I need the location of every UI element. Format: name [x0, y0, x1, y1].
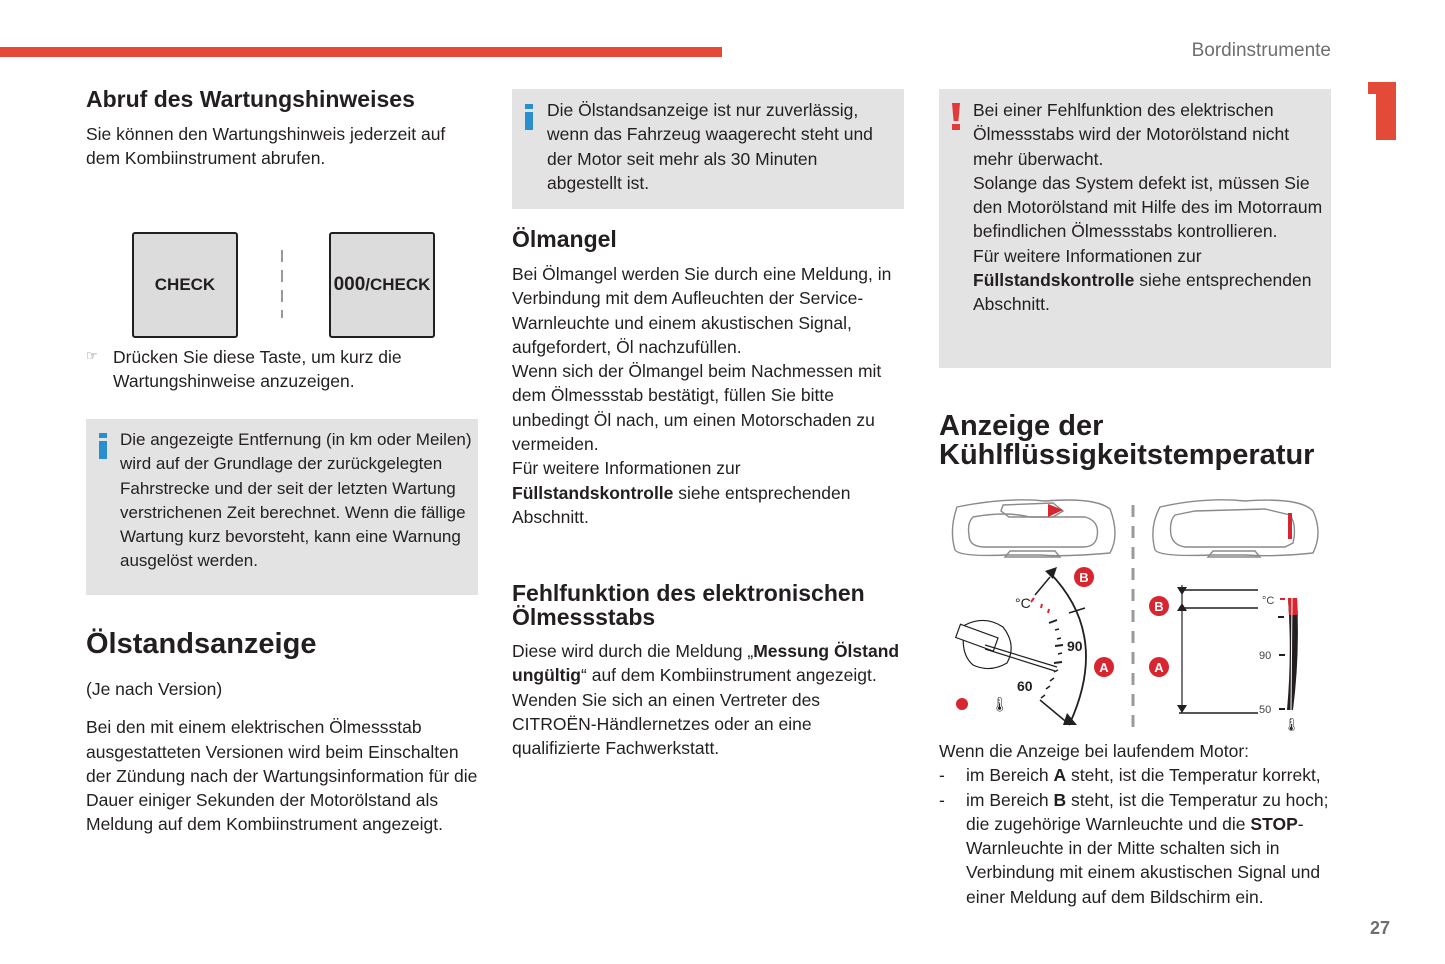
info-note-text: Die Ölstandsanzeige ist nur zuverlässig, wenn das Fahrzeug waagerecht steht und der Motor seit mehr als 30 Minuten abgestellt ist. [547, 100, 873, 193]
malfunction-section [512, 581, 904, 760]
version-note: (Je nach Version) [86, 679, 223, 699]
divider-dashed [281, 250, 283, 318]
svg-text:B: B [1154, 599, 1164, 614]
maintenance-section [86, 86, 478, 171]
coolant-zone-list [939, 763, 1339, 909]
left-cluster-outline [952, 500, 1115, 557]
oil-gauge-body: Bei den mit einem elektrischen Ölmessstab ausgestatteten Versionen wird beim Einschalten der Zündung nach der Wartungsinformation für die Dauer einiger Sekunden der Motorölstand als Meldung auf dem Kombiinstrument angezeigt. [86, 717, 478, 835]
list-item-zone-a: - im Bereich A steht, ist die Temperatur korrekt, [939, 765, 1321, 786]
exclamation-icon [951, 103, 961, 131]
svg-text:°C: °C [1015, 595, 1031, 611]
right-warning-indicator [1288, 513, 1292, 539]
left-needle-gauge [956, 567, 1114, 725]
section-title: Bordinstrumente [1191, 40, 1331, 61]
oil-shortage-p3: Für weitere Informationen zur Füllstandskontrolle siehe entsprechenden Abschnitt. [512, 458, 851, 527]
info-icon [99, 433, 107, 459]
svg-text:A: A [1099, 660, 1109, 675]
svg-text:🌡: 🌡 [1283, 718, 1300, 733]
oil-shortage-p2: Wenn sich der Ölmangel beim Nachmessen mit dem Ölmessstab bestätigt, füllen Sie bitte unbedingt Öl nach, um einen Motorschaden zu vermeiden. [512, 361, 882, 455]
warning-note-dipstick [939, 89, 1331, 368]
maintenance-intro: Sie können den Wartungshinweis jederzeit auf dem Kombiinstrument abrufen. [86, 124, 446, 169]
info-note-oil-reliability [512, 89, 904, 209]
svg-text:50: 50 [1259, 704, 1272, 716]
instruction-row [86, 345, 478, 394]
oil-shortage-p1: Bei Ölmangel werden Sie durch eine Meldung, in Verbindung mit dem Aufleuchten der Service-Warnleuchte und einem akustischen Signal, aufgefordert, Öl nachzufüllen. [512, 264, 892, 357]
coolant-gauge-diagram [945, 495, 1325, 740]
warning-note-text [973, 98, 1325, 317]
list-item-zone-b: - im Bereich B steht, ist die Temperatur zu hoch; die zugehörige Warnleuchte und die STOP-Warnleuchte in der Mitte schalten sich in Verbindung mit einem akustischen Signal und einer Meldung auf dem Bildschirm ein. [939, 789, 1329, 907]
svg-text:🌡: 🌡 [991, 697, 1009, 713]
coolant-heading: Anzeige der Kühlflüssigkeitstemperatur [939, 410, 1315, 471]
coolant-section [939, 412, 1339, 470]
malfunction-p1: Diese wird durch die Meldung „Messung Ölstand ungültig“ auf dem Kombiinstrument angezeigt. [512, 641, 900, 686]
warning-p3: Für weitere Informationen zur Füllstandskontrolle siehe entsprechenden Abschnitt. [973, 245, 1312, 315]
check-suffix-label: /CHECK [365, 275, 431, 294]
warning-p2: Solange das System defekt ist, müssen Sie den Motorölstand mit Hilfe des im Motorraum befindlichen Ölmessstabs kontrollieren. [973, 172, 1323, 242]
oil-gauge-section [86, 630, 478, 837]
top-accent-bar [0, 47, 722, 57]
info-icon [525, 104, 533, 130]
malfunction-heading: Fehlfunktion des elektronischen Ölmessstabs [512, 580, 865, 630]
oil-gauge-heading: Ölstandsanzeige [86, 628, 317, 660]
right-bar-gauge [1149, 585, 1300, 733]
svg-text:°C: °C [1262, 595, 1275, 607]
svg-text:60: 60 [1017, 678, 1033, 694]
check-label: CHECK [154, 275, 216, 294]
coolant-intro: Wenn die Anzeige bei laufendem Motor: [939, 741, 1250, 761]
svg-text:90: 90 [1067, 638, 1083, 654]
oil-shortage-heading: Ölmangel [512, 226, 617, 252]
svg-text:A: A [1154, 660, 1164, 675]
info-note-text: Die angezeigte Entfernung (in km oder Meilen) wird auf der Grundlage der zurückgelegten Fahrstrecke und der seit der letzten Wartung verstrichenen Zeit berechnet. Wenn die fällige Wartung kurz bevorsteht, kann eine Warnung ausgelöst werden. [120, 430, 472, 571]
coolant-explanation [939, 739, 1339, 909]
oil-shortage-section [512, 226, 904, 529]
page-number: 27 [1370, 918, 1391, 938]
instruction-text: Drücken Sie diese Taste, um kurz die Wartungshinweise anzuzeigen. [113, 347, 402, 392]
odometer-check-button-illustration [329, 232, 435, 338]
right-cluster-outline [1153, 500, 1318, 557]
maintenance-heading: Abruf des Wartungshinweises [86, 86, 415, 112]
odometer-zero-label: 000 [333, 274, 366, 295]
svg-text:B: B [1079, 570, 1089, 585]
warning-p1: Bei einer Fehlfunktion des elektrischen Ölmessstabs wird der Motorölstand nicht mehr überwacht. [973, 100, 1290, 169]
chapter-number [1368, 80, 1396, 140]
check-button-illustration [132, 232, 238, 338]
info-note-distance [86, 419, 478, 595]
malfunction-p2: Wenden Sie sich an einen Vertreter des CITROËN-Händlernetzes oder an eine qualifizierte Fachwerkstatt. [512, 689, 821, 759]
pointing-hand-icon: ☞ [86, 348, 98, 363]
svg-text:90: 90 [1259, 650, 1272, 662]
